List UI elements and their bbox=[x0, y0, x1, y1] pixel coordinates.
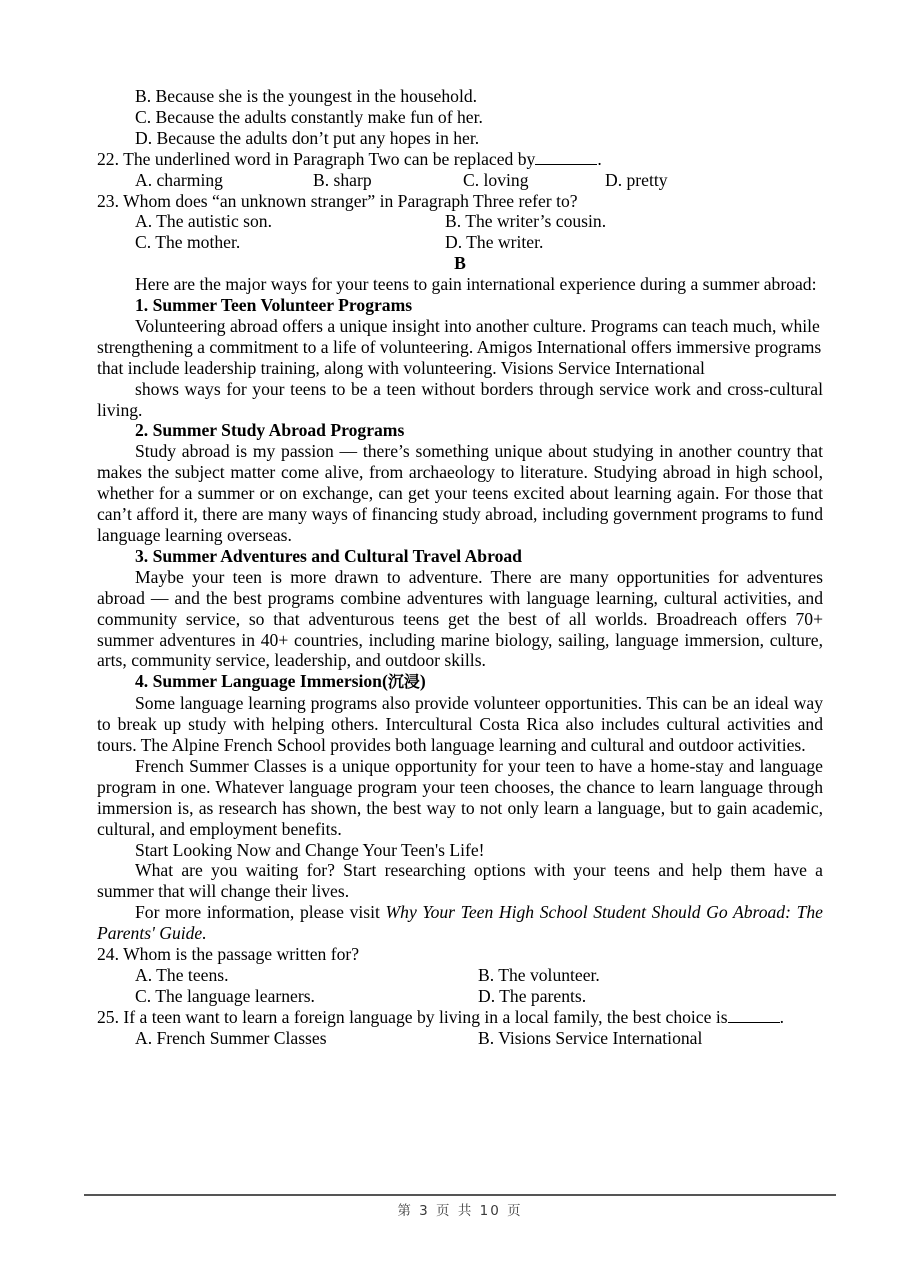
passage-label-b: B bbox=[454, 253, 466, 274]
q22-stem bbox=[97, 149, 823, 170]
section-heading-2: 2. Summer Study Abroad Programs bbox=[135, 420, 405, 441]
q24-option-d: D. The parents. bbox=[478, 985, 587, 1006]
passage-closing-2-lead: For more information, please visit bbox=[135, 902, 386, 923]
q22-option-a: A. charming bbox=[135, 169, 223, 190]
q22-options-row bbox=[97, 170, 823, 191]
q23-option-d: D. The writer. bbox=[445, 232, 544, 253]
q24-option-c: C. The language learners. bbox=[135, 985, 315, 1006]
section-heading-4 bbox=[97, 671, 823, 693]
section-heading-3: 3. Summer Adventures and Cultural Travel Abroad bbox=[135, 545, 522, 566]
q21-option-d: D. Because the adults don’t put any hopes in her. bbox=[135, 127, 480, 148]
q22-option-d: D. pretty bbox=[605, 169, 668, 190]
page-content bbox=[97, 86, 823, 1049]
section-heading-4-en: 4. Summer Language Immersion( bbox=[135, 671, 388, 692]
section-4-body-1: Some language learning programs also provide volunteer opportunities. This can be an ideal way to break up study with helping others. Intercultural Costa Rica also includes cultural activities and tours. The Alpine French School provides both language learning and cultural and outdoor activities. bbox=[97, 693, 823, 756]
q25-options-row-1 bbox=[97, 1028, 823, 1049]
section-3-body-1: Maybe your teen is more drawn to adventure. There are many opportunities for adventures abroad — and the best programs combine adventures with language learning, cultural activities, and community service, so that adventurous teens get the best of all worlds. Broadreach offers 70+ summer adventures in 40+ countries, including marine biology, sailing, language immersion, culture, arts, community service, leadership, and outdoor skills. bbox=[97, 566, 823, 671]
q23-options-row-2 bbox=[97, 232, 823, 253]
section-heading-1: 1. Summer Teen Volunteer Programs bbox=[135, 295, 413, 316]
q22-option-c: C. loving bbox=[463, 169, 529, 190]
section-heading-4-close: ) bbox=[419, 671, 426, 692]
passage-closing-1: What are you waiting for? Start researching options with your teens and help them have a summer that will change their lives. bbox=[97, 860, 823, 902]
q22-answer-blank[interactable] bbox=[535, 164, 597, 165]
passage-closing-2 bbox=[97, 902, 823, 944]
q25-answer-blank[interactable] bbox=[728, 1022, 780, 1023]
section-1-body-2: shows ways for your teens to be a teen without borders through service work and cross-cultural living. bbox=[97, 378, 823, 420]
section-2-body-1: Study abroad is my passion — there’s something unique about studying in another country that makes the subject matter come alive, from archaeology to literature. Studying abroad in high school, whether for a summer or on exchange, can get your teens excited about learning again. For those that can’t afford it, there are many ways of financing study abroad, including government programs to fund language learning overseas. bbox=[97, 441, 823, 545]
q23-stem: 23. Whom does “an unknown stranger” in Paragraph Three refer to? bbox=[97, 190, 578, 211]
q21-option-c: C. Because the adults constantly make fun of her. bbox=[135, 106, 483, 127]
q24-option-b: B. The volunteer. bbox=[478, 965, 600, 986]
q22-stem-text: 22. The underlined word in Paragraph Two can be replaced by bbox=[97, 148, 536, 169]
q22-stem-period: . bbox=[597, 148, 602, 169]
q25-option-a: A. French Summer Classes bbox=[135, 1027, 327, 1048]
passage-closing-2-title: Why Your Teen High School Student Should Go Abroad: The Parents' Guide. bbox=[97, 902, 823, 944]
page-footer: 第 3 页 共 10 页 bbox=[397, 1203, 523, 1219]
q23-options-row-1 bbox=[97, 211, 823, 232]
q24-stem: 24. Whom is the passage written for? bbox=[97, 944, 360, 965]
q22-option-b: B. sharp bbox=[313, 169, 372, 190]
footer-divider bbox=[84, 1194, 836, 1196]
q24-options-row-1 bbox=[97, 965, 823, 986]
q21-option-b: B. Because she is the youngest in the household. bbox=[135, 86, 478, 106]
section-4-body-2: French Summer Classes is a unique opportunity for your teen to have a home-stay and language program in one. Whatever language program your teen chooses, the chance to learn language through immersion is, as research has shown, the best way to not only learn a language, but to gain academic, cultural, and employment benefits. bbox=[97, 755, 823, 839]
q23-option-c: C. The mother. bbox=[135, 232, 241, 253]
section-heading-4-cjk-gloss: 沉浸 bbox=[387, 672, 420, 692]
q25-stem bbox=[97, 1007, 823, 1028]
q25-stem-period: . bbox=[779, 1006, 784, 1027]
passage-intro: Here are the major ways for your teens to gain international experience during a summer abroad: bbox=[135, 274, 817, 295]
q23-option-a: A. The autistic son. bbox=[135, 211, 272, 232]
q24-options-row-2 bbox=[97, 986, 823, 1007]
q25-option-b: B. Visions Service International bbox=[478, 1027, 703, 1048]
passage-cta: Start Looking Now and Change Your Teen's Life! bbox=[135, 839, 485, 860]
q24-option-a: A. The teens. bbox=[135, 965, 229, 986]
section-1-body-1: Volunteering abroad offers a unique insight into another culture. Programs can teach much, while strengthening a commitment to a life of volunteering. Amigos International offers immersive programs that include leadership training, along with volunteering. Visions Service International bbox=[97, 315, 822, 378]
q25-stem-text: 25. If a teen want to learn a foreign language by living in a local family, the best choice is bbox=[97, 1006, 728, 1027]
q23-option-b: B. The writer’s cousin. bbox=[445, 211, 607, 232]
